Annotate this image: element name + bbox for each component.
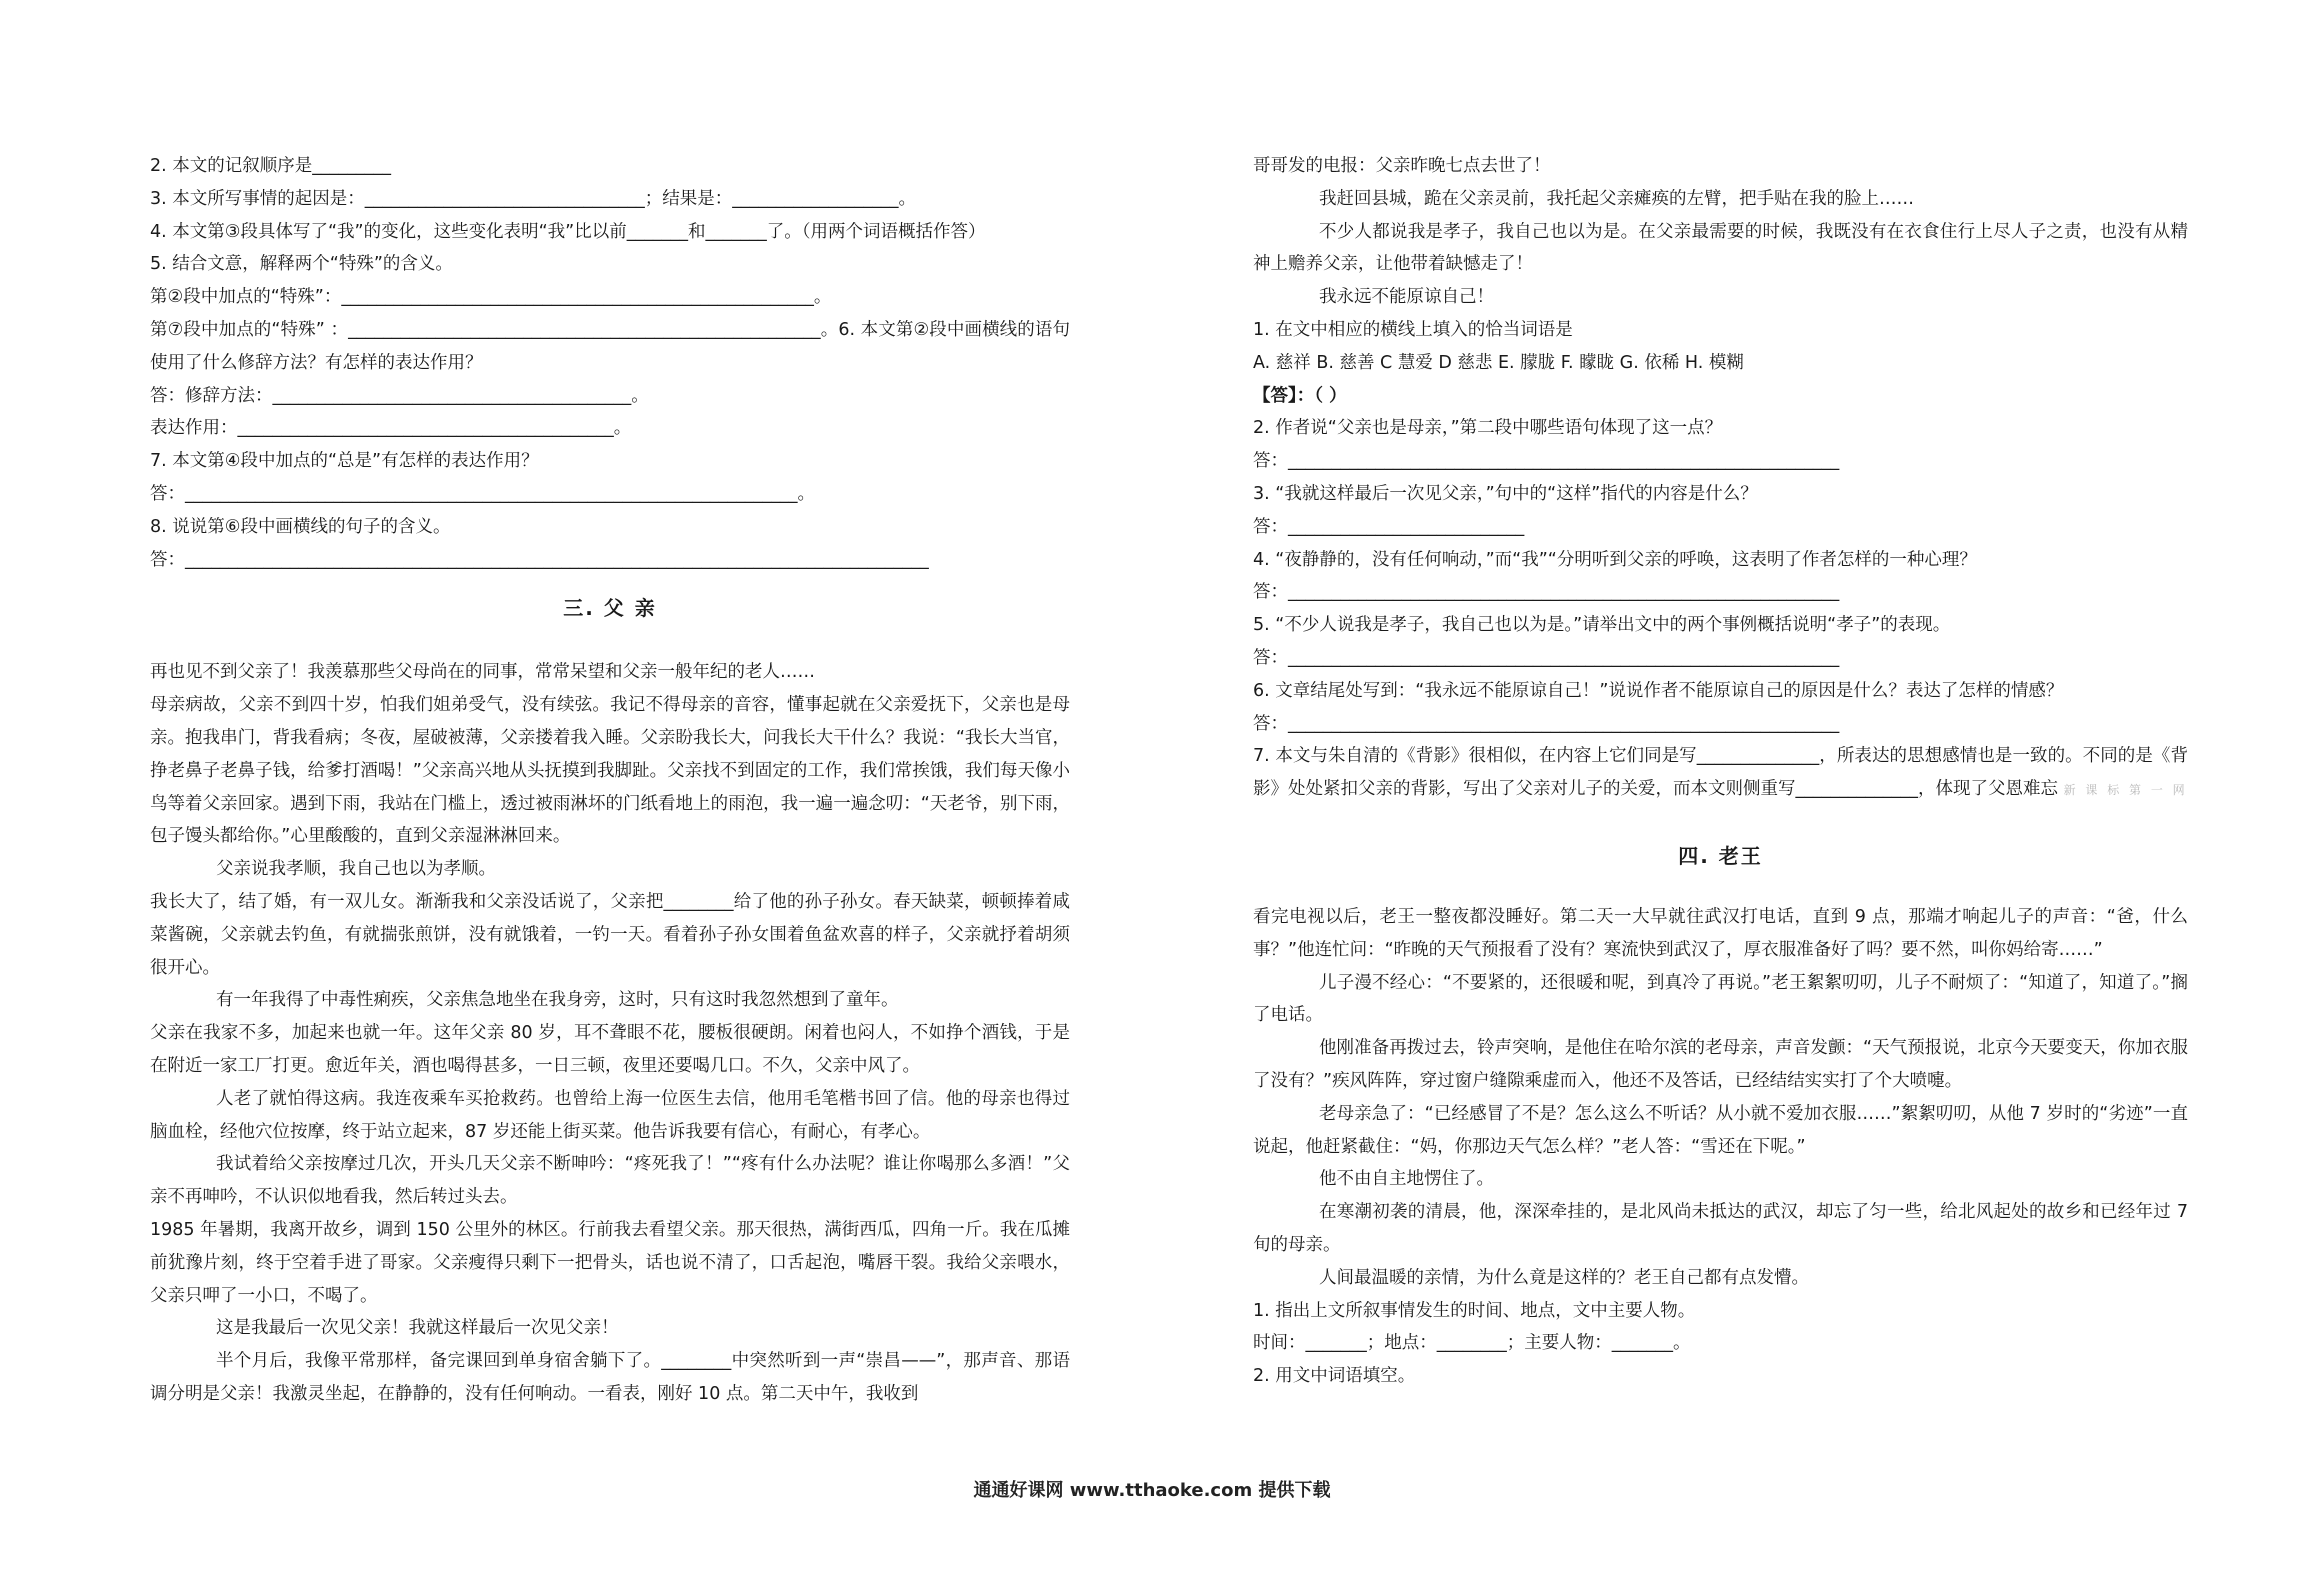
story-paragraph: 父亲说我孝顺，我自己也以为孝顺。: [216, 859, 496, 880]
story-paragraph: 父亲在我家不多，加起来也就一年。这年父亲 80 岁，耳不聋眼不花，腰板很硬朗。闲着也闷人，不如挣个酒钱，于是在附近一家工厂打更。愈近年关，酒也喝得甚多，一日三顿，夜里还要喝几口。不久，父亲中风了。: [150, 1023, 1070, 1076]
question-line: 6. 文章结尾处写到：“我永远不能原谅自己！”说说作者不能原谅自己的原因是什么？表达了怎样的情感？: [1253, 680, 2064, 701]
answer-line: 时间：_______；地点：________；主要人物：_______。: [1253, 1333, 1691, 1354]
story-paragraph: 他刚准备再拨过去，铃声突响，是他住在哈尔滨的老母亲，声音发颤：“天气预报说，北京今天要变天，你加衣服了没有？”疾风阵阵，穿过窗户缝隙乘虚而入，他还不及答话，已经结结实实打了个大喷嚏。: [1253, 1038, 2188, 1091]
question-line: 1. 在文中相应的横线上填入的恰当词语是: [1253, 319, 1573, 340]
answer-bracket: 【答】：（ ）: [1253, 385, 1347, 406]
question-line: 第②段中加点的“特殊”：______________________________________________________。: [150, 287, 832, 308]
question-line: 8. 说说第⑥段中画横线的句子的含义。: [150, 516, 451, 537]
story-paragraph: 看完电视以后，老王一整夜都没睡好。第二天一大早就往武汉打电话，直到 9 点，那端才响起儿子的声音：“爸，什么事？”他连忙问：“昨晚的天气预报看了没有？寒流快到武汉了，厚衣服准备好了吗？要不然，叫你妈给寄……”: [1253, 906, 2188, 960]
section-title-laowang: 四. 老王: [1678, 843, 1763, 868]
story-paragraph: 我长大了，结了婚，有一双儿女。渐渐我和父亲没话说了，父亲把________给了他的孙子孙女。春天缺菜，顿顿捧着咸菜酱碗，父亲就去钓鱼，有就揣张煎饼，没有就饿着，一钓一天。看着孙子孙女围着鱼盆欢喜的样子，父亲就抒着胡须很开心。: [150, 891, 1070, 978]
question-line: 第⑦段中加点的“特殊” ：______________________________________________________。6. 本文第②段中画横线的语句使用了什么修辞方法？有怎样的表达作用？: [150, 319, 1070, 373]
footer-credit: 通通好课网 www.tthaoke.com 提供下载: [973, 1480, 1331, 1501]
question-line: 4. “夜静静的，没有任何响动，”而“我”“分明听到父亲的呼唤，这表明了作者怎样的一种心理？: [1253, 549, 1977, 570]
answer-line: 答：___________________________: [1253, 516, 1525, 537]
story-paragraph: 不少人都说我是孝子，我自己也以为是。在父亲最需要的时候，我既没有在衣食住行上尽人子之责，也没有从精神上赡养父亲，让他带着缺憾走了！: [1253, 221, 2188, 275]
story-paragraph: 哥哥发的电报：父亲昨晚七点去世了！: [1253, 156, 1551, 176]
story-paragraph: 有一年我得了中毒性痢疾，父亲焦急地坐在我身旁，这时，只有这时我忽然想到了童年。: [216, 990, 899, 1011]
answer-line: 答：_______________________________________________________________: [1253, 647, 1840, 668]
question-line: 2. 作者说“父亲也是母亲，”第二段中哪些语句体现了这一点？: [1253, 418, 1723, 439]
question-line: 5. 结合文意，解释两个“特殊”的含义。: [150, 254, 453, 275]
question-line: 3. “我就这样最后一次见父亲，”句中的“这样”指代的内容是什么？: [1253, 483, 1758, 504]
answer-line: 答：_______________________________________________________________: [1253, 582, 1840, 603]
story-paragraph: 他不由自主地愣住了。: [1319, 1169, 1494, 1190]
question-line: 4. 本文第③段具体写了“我”的变化，这些变化表明“我”比以前_______和_______了。（用两个词语概括作答）: [150, 221, 986, 242]
question-7-text: 7. 本文与朱自清的《背影》很相似，在内容上它们同是写______________，所表达的思想感情也是一致的。不同的是《背影》处处紧扣父亲的背影，写出了父亲对儿子的关爱，而本文则侧重写______________，体现了父恩难忘: [1253, 746, 2188, 800]
story-paragraph: 儿子漫不经心：“不要紧的，还很暖和呢，到真冷了再说。”老王絮絮叨叨，儿子不耐烦了：“知道了，知道了。”搁了电话。: [1253, 972, 2188, 1026]
question-line: 2. 用文中词语填空。: [1253, 1366, 1416, 1387]
story-paragraph: 我试着给父亲按摩过几次，开头几天父亲不断呻吟：“疼死我了！”“疼有什么办法呢？谁让你喝那么多酒！”父亲不再呻吟，不认识似地看我，然后转过头去。: [150, 1154, 1070, 1208]
right-column: [1253, 150, 2188, 1393]
answer-line: 答：修辞方法：_________________________________________。: [150, 385, 649, 406]
options-line: A. 慈祥 B. 慈善 C 慧爱 D 慈悲 E. 朦胧 F. 矇眬 G. 依稀 H. 模糊: [1253, 352, 1744, 373]
story-paragraph: 人间最温暖的亲情，为什么竟是这样的？老王自己都有点发懵。: [1319, 1267, 1809, 1288]
story-paragraph: 这是我最后一次见父亲！我就这样最后一次见父亲！: [216, 1318, 619, 1339]
question-line: 5. “不少人说我是孝子，我自己也以为是。”请举出文中的两个事例概括说明“孝子”的表现。: [1253, 615, 1951, 636]
answer-line: 表达作用：___________________________________________。: [150, 418, 632, 439]
story-paragraph: 再也见不到父亲了！我羡慕那些父母尚在的同事，常常呆望和父亲一般年纪的老人……: [150, 662, 815, 683]
answer-line: 答：_______________________________________________________________: [1253, 713, 1840, 734]
answer-line: 答：_____________________________________________________________________________________: [150, 549, 929, 570]
story-paragraph: 我赶回县城，跪在父亲灵前，我托起父亲瘫痪的左臂，把手贴在我的脸上……: [1319, 188, 1914, 209]
story-paragraph: 母亲病故，父亲不到四十岁，怕我们姐弟受气，没有续弦。我记不得母亲的音容，懂事起就在父亲爱抚下，父亲也是母亲。抱我串门，背我看病；冬夜，屋破被薄，父亲搂着我入睡。父亲盼我长大，问我长大干什么？我说：“我长大当官，挣老鼻子老鼻子钱，给爹打酒喝！”父亲高兴地从头抚摸到我脚趾。父亲找不到固定的工作，我们常挨饿，我们每天像小鸟等着父亲回家。遇到下雨，我站在门槛上，透过被雨淋坏的门纸看地上的雨泡，我一遍一遍念叨：“天老爷，别下雨，包子馒头都给你。”心里酸酸的，直到父亲湿淋淋回来。: [150, 695, 1070, 847]
question-line: [1253, 740, 2188, 807]
question-line: 1. 指出上文所叙事情发生的时间、地点，文中主要人物。: [1253, 1300, 1696, 1321]
story-paragraph: 在寒潮初袭的清晨，他，深深牵挂的，是北风尚未抵达的武汉，却忘了匀一些，给北风起处的故乡和已经年过 7 旬的母亲。: [1253, 1202, 2188, 1255]
answer-line: 答：_______________________________________________________________: [1253, 451, 1840, 472]
watermark-text: 新 课 标 第 一 网: [2063, 783, 2188, 798]
left-column: [150, 150, 1070, 1411]
question-line: 7. 本文第④段中加点的“总是”有怎样的表达作用？: [150, 451, 539, 472]
story-paragraph: 我永远不能原谅自己！: [1319, 287, 1494, 308]
story-paragraph: 人老了就怕得这病。我连夜乘车买抢救药。也曾给上海一位医生去信，他用毛笔楷书回了信。他的母亲也得过脑血栓，经他穴位按摩，终于站立起来，87 岁还能上街买菜。他告诉我要有信心，有耐心，有孝心。: [150, 1088, 1070, 1142]
answer-line: 答：______________________________________________________________________。: [150, 483, 815, 504]
question-line: 2. 本文的记叙顺序是_________: [150, 156, 392, 176]
story-paragraph: 老母亲急了：“已经感冒了不是？怎么这么不听话？从小就不爱加衣服……”絮絮叨叨，从他 7 岁时的“劣迹”一直说起，他赶紧截住：“妈，你那边天气怎么样？”老人答：“雪还在下呢。”: [1253, 1103, 2188, 1157]
story-paragraph: 1985 年暑期，我离开故乡，调到 150 公里外的林区。行前我去看望父亲。那天很热，满街西瓜，四角一斤。我在瓜摊前犹豫片刻，终于空着手进了哥家。父亲瘦得只剩下一把骨头，话也说不清了，口舌起泡，嘴唇干裂。我给父亲喂水，父亲只呷了一小口，不喝了。: [150, 1219, 1070, 1306]
story-paragraph: 半个月后，我像平常那样，备完课回到单身宿舍躺下了。________中突然听到一声“崇昌——”，那声音、那语调分明是父亲！我激灵坐起，在静静的，没有任何响动。一看表，刚好 10 点。第二天中午，我收到: [150, 1351, 1070, 1404]
question-line: 3. 本文所写事情的起因是：________________________________；结果是：___________________。: [150, 188, 917, 209]
section-title-father: 三. 父 亲: [563, 596, 657, 621]
